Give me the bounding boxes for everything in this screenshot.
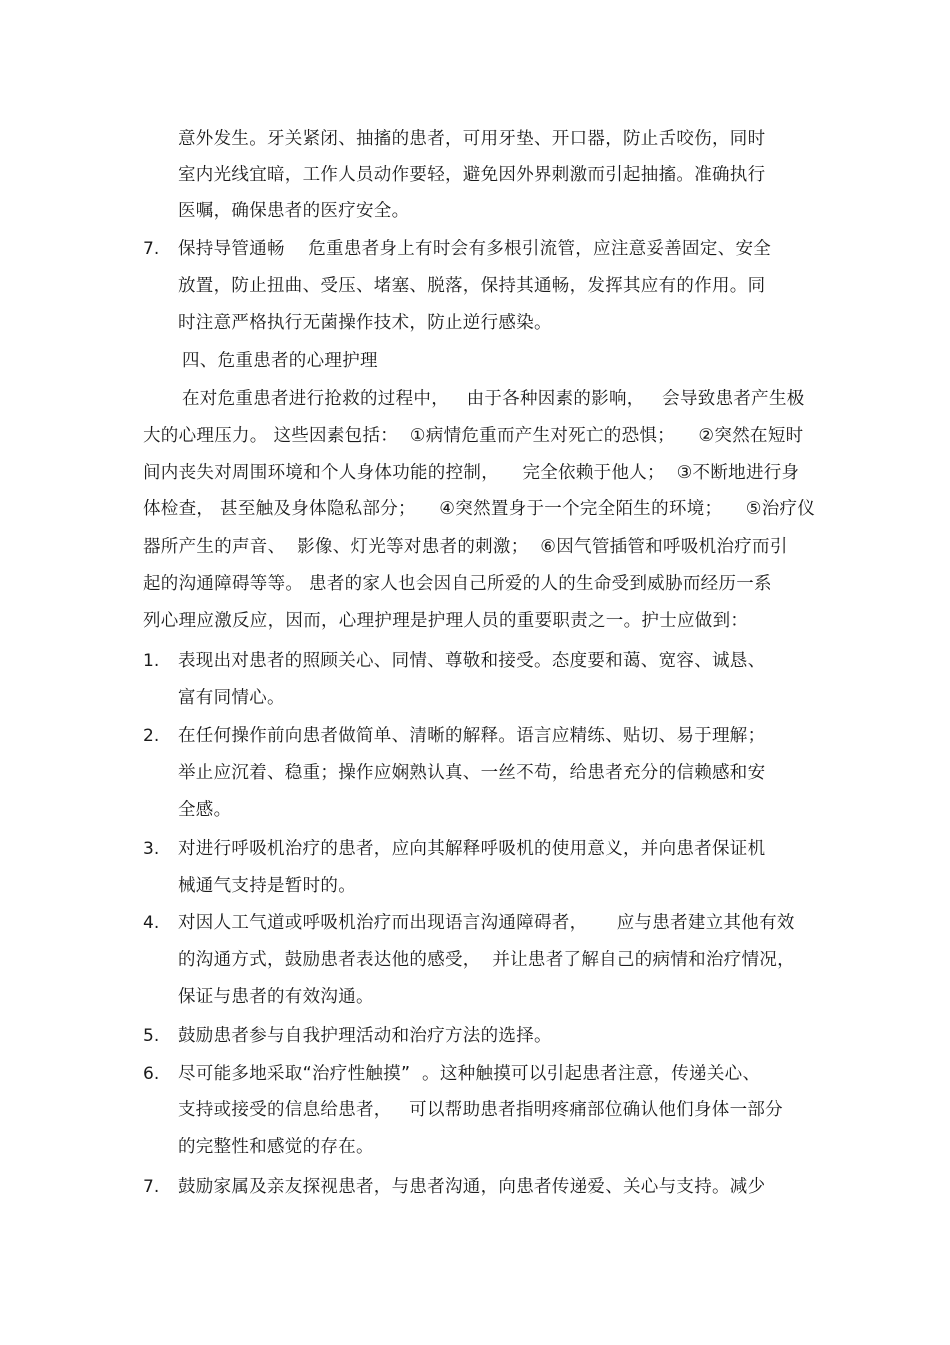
list-number: 3. bbox=[143, 839, 160, 859]
list-number: 6. bbox=[143, 1064, 160, 1084]
list-number: 2. bbox=[143, 726, 160, 746]
paragraph-line: 起的沟通障碍等等。 患者的家人也会因自己所爱的人的生命受到威胁而经历一系 bbox=[143, 574, 772, 594]
list-item-line: 鼓励家属及亲友探视患者，与患者沟通，向患者传递爱、关心与支持。减少 bbox=[178, 1177, 766, 1197]
list-item-line: 富有同情心。 bbox=[178, 688, 285, 708]
text-line: 意外发生。牙关紧闭、抽搐的患者，可用牙垫、开口器，防止舌咬伤，同时 bbox=[178, 129, 766, 149]
list-item-line: 对因人工气道或呼吸机治疗而出现语言沟通障碍者， 应与患者建立其他有效 bbox=[178, 913, 795, 933]
list-item-line: 保持导管通畅 危重患者身上有时会有多根引流管，应注意妥善固定、安全 bbox=[178, 239, 772, 259]
paragraph-line: 体检查， 甚至触及身体隐私部分； ④突然置身于一个完全陌生的环境； ⑤治疗仪 bbox=[143, 499, 816, 519]
list-item-line: 在任何操作前向患者做简单、清晰的解释。语言应精练、贴切、易于理解； bbox=[178, 726, 766, 746]
list-number: 1. bbox=[143, 651, 160, 671]
list-item-line: 时注意严格执行无菌操作技术，防止逆行感染。 bbox=[178, 313, 552, 333]
list-number: 4. bbox=[143, 913, 160, 933]
paragraph-line: 器所产生的声音、 影像、灯光等对患者的刺激； ⑥因气管插管和呼吸机治疗而引 bbox=[143, 537, 788, 557]
text-line: 室内光线宜暗，工作人员动作要轻，避免因外界刺激而引起抽搐。准确执行 bbox=[178, 165, 766, 185]
list-item-line: 举止应沉着、稳重；操作应娴熟认真、一丝不苟，给患者充分的信赖感和安 bbox=[178, 763, 766, 783]
list-number: 7. bbox=[143, 239, 160, 259]
paragraph-line: 大的心理压力。 这些因素包括： ①病情危重而产生对死亡的恐惧； ②突然在短时 bbox=[143, 426, 804, 446]
paragraph-line: 列心理应激反应，因而，心理护理是护理人员的重要职责之一。护士应做到： bbox=[143, 611, 749, 631]
list-item-line: 放置，防止扭曲、受压、堵塞、脱落，保持其通畅，发挥其应有的作用。同 bbox=[178, 276, 766, 296]
list-number: 7. bbox=[143, 1177, 160, 1197]
list-item-line: 的沟通方式，鼓励患者表达他的感受， 并让患者了解自己的病情和治疗情况， bbox=[178, 950, 795, 970]
list-item-line: 表现出对患者的照顾关心、同情、尊敬和接受。态度要和蔼、宽容、诚恳、 bbox=[178, 651, 766, 671]
list-number: 5. bbox=[143, 1026, 160, 1046]
list-item-line: 鼓励患者参与自我护理活动和治疗方法的选择。 bbox=[178, 1026, 552, 1046]
list-item-line: 对进行呼吸机治疗的患者，应向其解释呼吸机的使用意义，并向患者保证机 bbox=[178, 839, 766, 859]
text-line: 医嘱，确保患者的医疗安全。 bbox=[178, 201, 410, 221]
list-item-line: 的完整性和感觉的存在。 bbox=[178, 1137, 374, 1157]
paragraph-line: 在对危重患者进行抢救的过程中， 由于各种因素的影响， 会导致患者产生极 bbox=[182, 389, 805, 409]
list-item-line: 保证与患者的有效沟通。 bbox=[178, 987, 374, 1007]
list-item-line: 尽可能多地采取“治疗性触摸” 。这种触摸可以引起患者注意，传递关心、 bbox=[178, 1064, 761, 1084]
list-item-line: 械通气支持是暂时的。 bbox=[178, 876, 356, 896]
section-heading: 四、危重患者的心理护理 bbox=[182, 351, 378, 371]
paragraph-line: 间内丧失对周围环境和个人身体功能的控制， 完全依赖于他人； ③不断地进行身 bbox=[143, 463, 800, 483]
list-item-line: 全感。 bbox=[178, 800, 232, 820]
list-item-line: 支持或接受的信息给患者， 可以帮助患者指明疼痛部位确认他们身体一部分 bbox=[178, 1100, 783, 1120]
